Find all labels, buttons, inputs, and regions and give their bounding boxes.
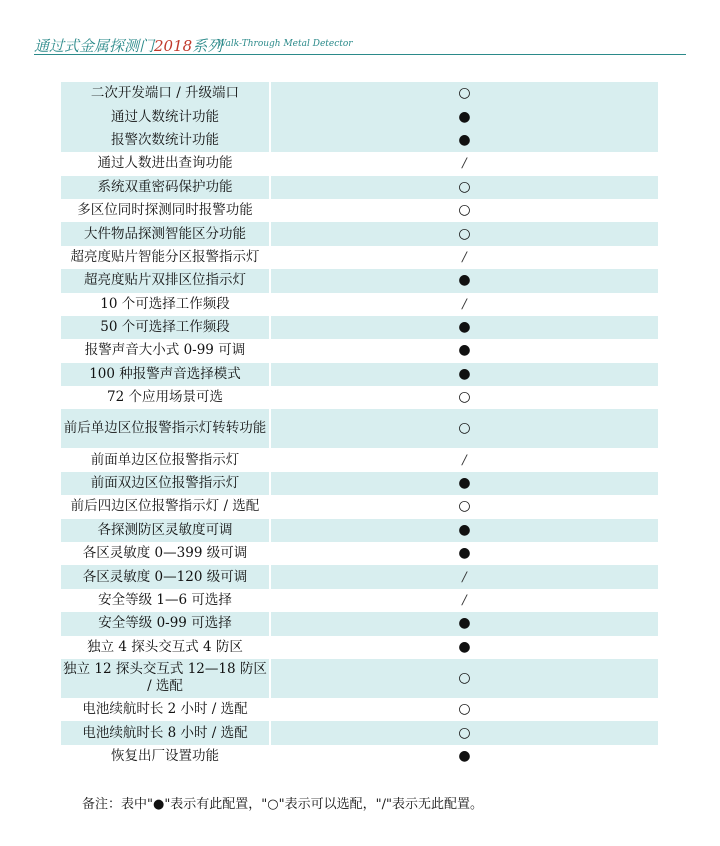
feature-name: 通过人数统计功能 bbox=[61, 105, 270, 128]
feature-name: 报警声音大小式 0-99 可调 bbox=[61, 339, 270, 362]
header-year: 2018 bbox=[154, 37, 193, 55]
feature-name: 独立 4 探头交互式 4 防区 bbox=[61, 636, 270, 659]
table-row bbox=[61, 448, 658, 471]
feature-name: 大件物品探测智能区分功能 bbox=[61, 222, 270, 245]
feature-mark bbox=[270, 199, 658, 222]
table-row bbox=[61, 105, 658, 128]
mark-slash: / bbox=[462, 296, 467, 312]
feature-name: 各区灵敏度 0—120 级可调 bbox=[61, 565, 270, 588]
table-row bbox=[61, 176, 658, 199]
table-row bbox=[61, 222, 658, 245]
table-row bbox=[61, 565, 658, 588]
feature-mark bbox=[270, 519, 658, 542]
page-header bbox=[34, 34, 686, 55]
table-row bbox=[61, 721, 658, 744]
feature-mark bbox=[270, 386, 658, 409]
mark-circle: ○ bbox=[458, 389, 471, 406]
feature-name: 50 个可选择工作频段 bbox=[61, 316, 270, 339]
mark-dot: ● bbox=[458, 521, 471, 538]
mark-slash: / bbox=[462, 156, 467, 172]
feature-name: 通过人数进出查询功能 bbox=[61, 152, 270, 175]
feature-name: 各探测防区灵敏度可调 bbox=[61, 519, 270, 542]
feature-mark bbox=[270, 698, 658, 721]
feature-mark bbox=[270, 495, 658, 518]
mark-slash: / bbox=[462, 452, 467, 468]
feature-table bbox=[61, 82, 658, 768]
mark-dot: ● bbox=[458, 365, 471, 382]
mark-circle: ○ bbox=[458, 724, 471, 741]
table-row bbox=[61, 293, 658, 316]
header-title-cn: 通过式金属探测门2018系列 bbox=[34, 37, 223, 55]
mark-dot: ● bbox=[458, 475, 471, 492]
mark-dot: ● bbox=[458, 319, 471, 336]
feature-name: 72 个应用场景可选 bbox=[61, 386, 270, 409]
header-title-en: Walk-Through Metal Detector bbox=[217, 39, 353, 49]
feature-mark bbox=[270, 448, 658, 471]
feature-name: 超亮度贴片智能分区报警指示灯 bbox=[61, 246, 270, 269]
feature-name: 报警次数统计功能 bbox=[61, 129, 270, 152]
feature-name: 电池续航时长 2 小时 / 选配 bbox=[61, 698, 270, 721]
table-row bbox=[61, 519, 658, 542]
feature-name: 系统双重密码保护功能 bbox=[61, 176, 270, 199]
feature-mark bbox=[270, 176, 658, 199]
table-row bbox=[61, 636, 658, 659]
table-row bbox=[61, 269, 658, 292]
feature-mark bbox=[270, 82, 658, 105]
feature-mark bbox=[270, 339, 658, 362]
mark-circle: ○ bbox=[458, 178, 471, 195]
table-row bbox=[61, 472, 658, 495]
feature-mark bbox=[270, 246, 658, 269]
feature-mark bbox=[270, 542, 658, 565]
table-row bbox=[61, 386, 658, 409]
table-row bbox=[61, 246, 658, 269]
feature-name: 恢复出厂设置功能 bbox=[61, 745, 270, 768]
feature-mark bbox=[270, 105, 658, 128]
mark-circle: ○ bbox=[458, 701, 471, 718]
feature-name: 前后单边区位报警指示灯转转功能 bbox=[61, 409, 270, 448]
feature-mark bbox=[270, 589, 658, 612]
mark-dot: ● bbox=[458, 638, 471, 655]
mark-slash: / bbox=[462, 569, 467, 585]
feature-name: 100 种报警声音选择模式 bbox=[61, 363, 270, 386]
feature-mark bbox=[270, 659, 658, 698]
table-row bbox=[61, 152, 658, 175]
table-row bbox=[61, 363, 658, 386]
feature-name: 10 个可选择工作频段 bbox=[61, 293, 270, 316]
table-row bbox=[61, 339, 658, 362]
feature-mark bbox=[270, 409, 658, 448]
mark-slash: / bbox=[462, 593, 467, 608]
mark-circle: ○ bbox=[458, 202, 471, 219]
table-row bbox=[61, 199, 658, 222]
table-row bbox=[61, 589, 658, 612]
feature-mark bbox=[270, 129, 658, 152]
table-row bbox=[61, 542, 658, 565]
feature-name: 各区灵敏度 0—399 级可调 bbox=[61, 542, 270, 565]
mark-circle: ○ bbox=[458, 85, 471, 102]
table-row bbox=[61, 698, 658, 721]
feature-name: 多区位同时探测同时报警功能 bbox=[61, 199, 270, 222]
feature-name: 二次开发端口 / 升级端口 bbox=[61, 82, 270, 105]
mark-dot: ● bbox=[458, 108, 471, 125]
table-row bbox=[61, 409, 658, 448]
mark-dot: ● bbox=[458, 342, 471, 359]
feature-mark bbox=[270, 222, 658, 245]
feature-name: 前后四边区位报警指示灯 / 选配 bbox=[61, 495, 270, 518]
mark-slash: / bbox=[462, 249, 467, 265]
feature-mark bbox=[270, 316, 658, 339]
mark-circle: ○ bbox=[458, 669, 471, 686]
feature-name: 独立 12 探头交互式 12—18 防区 / 选配 bbox=[61, 659, 270, 698]
table-row bbox=[61, 495, 658, 518]
feature-mark bbox=[270, 293, 658, 316]
mark-dot: ● bbox=[458, 615, 471, 632]
feature-name: 安全等级 1—6 可选择 bbox=[61, 589, 270, 612]
feature-mark bbox=[270, 721, 658, 744]
feature-mark bbox=[270, 636, 658, 659]
table-row bbox=[61, 129, 658, 152]
legend-note: 备注：表中"●"表示有此配置，"○"表示可以选配，"/"表示无此配置。 bbox=[82, 797, 483, 812]
table-row bbox=[61, 316, 658, 339]
table-row bbox=[61, 82, 658, 105]
mark-dot: ● bbox=[458, 272, 471, 289]
feature-name: 前面单边区位报警指示灯 bbox=[61, 448, 270, 471]
feature-mark bbox=[270, 363, 658, 386]
feature-name: 超亮度贴片双排区位指示灯 bbox=[61, 269, 270, 292]
mark-dot: ● bbox=[458, 131, 471, 148]
mark-dot: ● bbox=[458, 747, 471, 764]
feature-mark bbox=[270, 152, 658, 175]
feature-mark bbox=[270, 745, 658, 768]
table-row bbox=[61, 612, 658, 635]
mark-circle: ○ bbox=[458, 225, 471, 242]
mark-circle: ○ bbox=[458, 498, 471, 515]
feature-mark bbox=[270, 565, 658, 588]
table-row bbox=[61, 659, 658, 698]
feature-mark bbox=[270, 472, 658, 495]
feature-name: 电池续航时长 8 小时 / 选配 bbox=[61, 721, 270, 744]
feature-mark bbox=[270, 269, 658, 292]
feature-name: 前面双边区位报警指示灯 bbox=[61, 472, 270, 495]
mark-dot: ● bbox=[458, 545, 471, 562]
table-row bbox=[61, 745, 658, 768]
feature-mark bbox=[270, 612, 658, 635]
mark-circle: ○ bbox=[458, 420, 471, 437]
feature-name: 安全等级 0-99 可选择 bbox=[61, 612, 270, 635]
